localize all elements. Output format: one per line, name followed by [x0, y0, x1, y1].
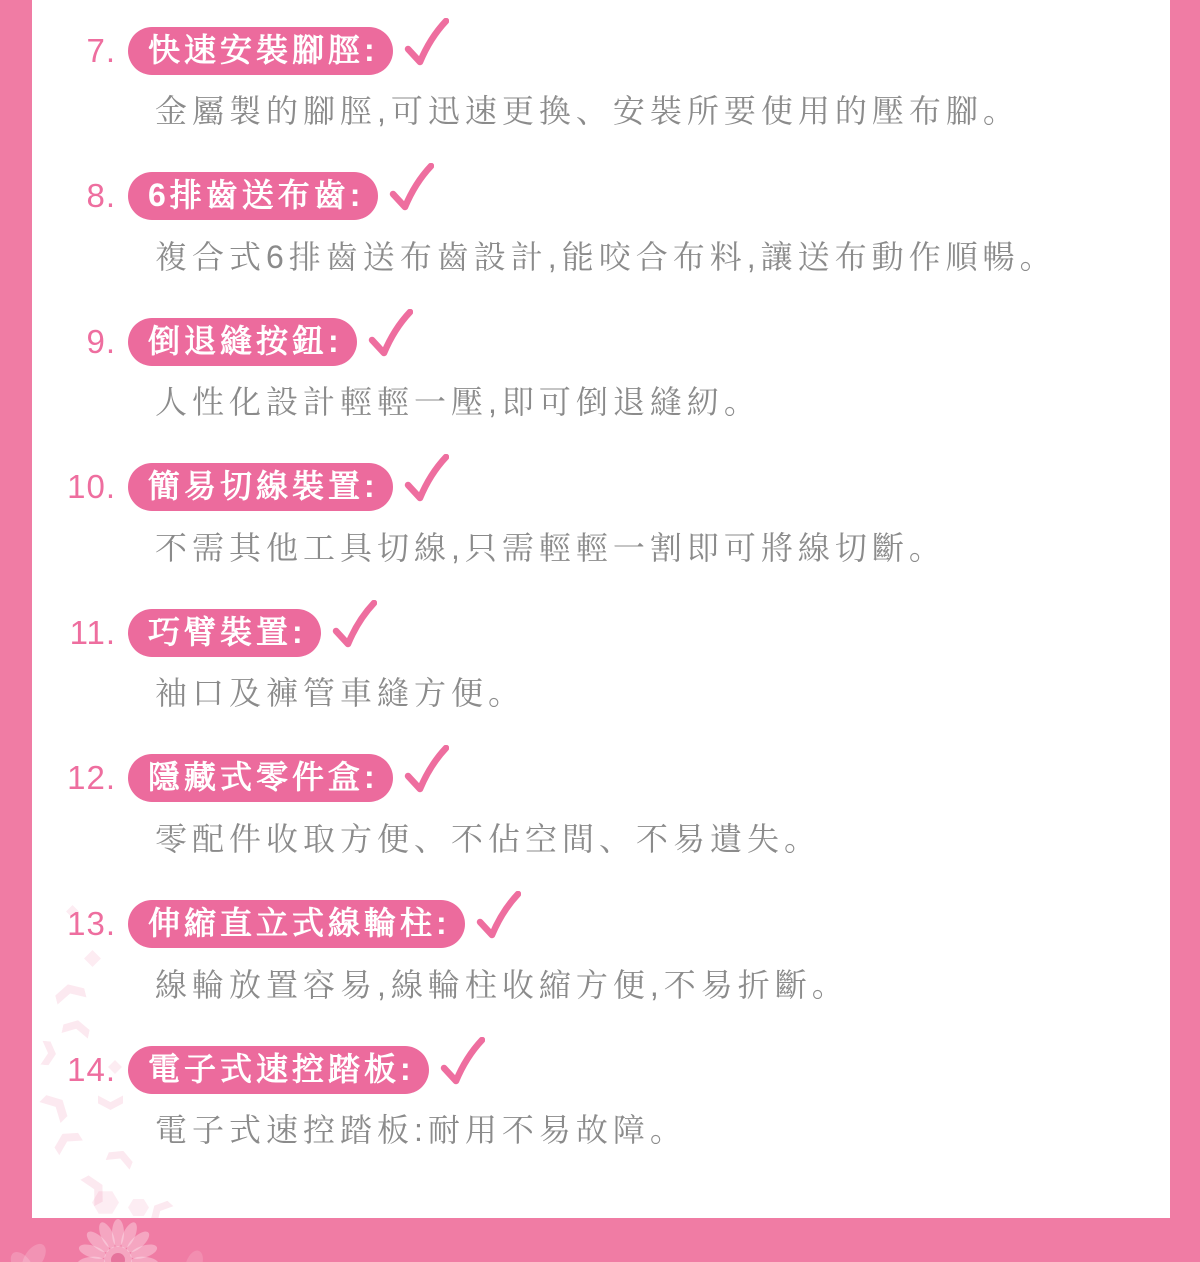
feature-description: 袖口及褲管車縫方便。: [155, 675, 526, 712]
feature-pill: [128, 754, 393, 802]
feature-label: 快速安裝腳脛:: [148, 31, 379, 68]
check-icon: [403, 745, 449, 797]
feature-description: 零配件收取方便、不佔空間、不易遺失。: [155, 820, 822, 857]
feature-list: [32, 0, 1170, 1192]
feature-item: [32, 901, 1170, 1007]
check-icon: [403, 454, 449, 506]
feature-item: [32, 1046, 1170, 1152]
feature-description: 人性化設計輕輕一壓,即可倒退縫紉。: [155, 384, 761, 421]
feature-item: [32, 173, 1170, 279]
deco-hexagon: [92, 1190, 119, 1215]
check-icon: [439, 1037, 485, 1089]
feature-item: [32, 609, 1170, 715]
feature-item: [32, 755, 1170, 861]
feature-label: 倒退縫按鈕:: [148, 322, 343, 359]
item-number: 8.: [86, 177, 116, 215]
feature-pill: [128, 609, 321, 657]
feature-head: [32, 901, 1170, 948]
item-number: 10.: [67, 468, 116, 506]
feature-label: 6排齒送布齒:: [148, 177, 365, 214]
item-number: 7.: [86, 31, 116, 69]
check-icon: [475, 891, 521, 943]
feature-head: [32, 1046, 1170, 1093]
feature-head: [32, 318, 1170, 365]
item-number: 9.: [86, 322, 116, 360]
feature-description: 不需其他工具切線,只需輕輕一割即可將線切斷。: [155, 529, 946, 566]
item-number: 14.: [67, 1050, 116, 1088]
feature-head: [32, 609, 1170, 656]
feature-description: 複合式6排齒送布齒設計,能咬合布料,讓送布動作順暢。: [155, 238, 1057, 275]
feature-label: 伸縮直立式線輪柱:: [148, 905, 451, 942]
right-border-bar: [1170, 0, 1200, 1262]
feature-head: [32, 464, 1170, 511]
feature-label: 巧臂裝置:: [148, 613, 307, 650]
feature-pill: [128, 900, 465, 948]
feature-pill: [128, 318, 357, 366]
feature-label: 簡易切線裝置:: [148, 468, 379, 505]
feature-description: 線輪放置容易,線輪柱收縮方便,不易折斷。: [155, 966, 849, 1003]
feature-label: 電子式速控踏板:: [148, 1050, 415, 1087]
item-number: 13.: [67, 905, 116, 943]
feature-item: [32, 27, 1170, 133]
check-icon: [403, 18, 449, 70]
flower-ornament: [4, 1218, 244, 1262]
feature-item: [32, 318, 1170, 424]
item-number: 11.: [69, 613, 116, 651]
feature-pill: [128, 172, 378, 220]
feature-pill: [128, 1046, 429, 1094]
check-icon: [331, 600, 377, 652]
feature-item: [32, 464, 1170, 570]
deco-hexagon: [128, 1198, 149, 1217]
feature-pill: [128, 27, 393, 75]
feature-description: 金屬製的腳脛,可迅速更換、安裝所要使用的壓布腳。: [155, 93, 1020, 129]
check-icon: [367, 309, 413, 361]
left-border-bar: [0, 0, 32, 1262]
feature-description: 電子式速控踏板:耐用不易故障。: [155, 1112, 687, 1149]
feature-head: [32, 27, 1170, 74]
feature-head: [32, 173, 1170, 220]
bottom-border-bar: [0, 1218, 1200, 1262]
item-number: 12.: [67, 759, 116, 797]
feature-pill: [128, 463, 393, 511]
feature-label: 隱藏式零件盒:: [148, 759, 379, 796]
feature-head: [32, 755, 1170, 802]
check-icon: [388, 163, 434, 215]
